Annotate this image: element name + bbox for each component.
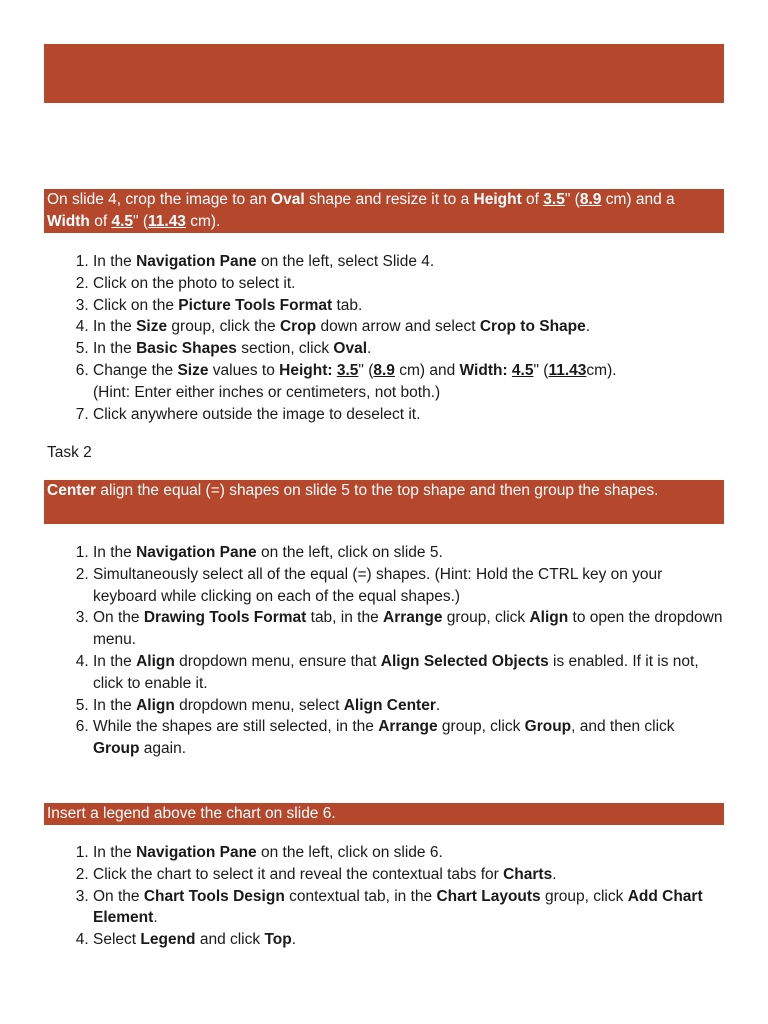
list-item: 3. On the Chart Tools Design contextual tab, in the Chart Layouts group, click Add Chart Element. xyxy=(93,886,724,930)
list-item: 5. In the Align dropdown menu, select Align Center. xyxy=(93,695,724,717)
task2-label: Task 2 xyxy=(47,444,92,461)
title-banner xyxy=(44,44,724,103)
task2-steps xyxy=(44,542,724,760)
list-item: 2. Click the chart to select it and reveal the contextual tabs for Charts. xyxy=(93,864,724,886)
list-item: 6. Change the Size values to Height: 3.5" (8.9 cm) and Width: 4.5" (11.43cm). (Hint: Enter either inches or centimeters, not both.) xyxy=(93,360,724,404)
list-item: 7. Click anywhere outside the image to deselect it. xyxy=(93,404,724,426)
list-item: 5. In the Basic Shapes section, click Oval. xyxy=(93,338,724,360)
list-item: 3. Click on the Picture Tools Format tab. xyxy=(93,295,724,317)
task2-banner: Center align the equal (=) shapes on slide 5 to the top shape and then group the shapes. xyxy=(44,480,724,524)
list-item: 2. Simultaneously select all of the equal (=) shapes. (Hint: Hold the CTRL key on your keyboard while clicking on each of the equal shapes.) xyxy=(93,564,724,608)
task1-banner: On slide 4, crop the image to an Oval shape and resize it to a Height of 3.5" (8.9 cm) and a Width of 4.5" (11.43 cm). xyxy=(44,189,724,233)
list-item: 2. Click on the photo to select it. xyxy=(93,273,724,295)
list-item: 4. Select Legend and click Top. xyxy=(93,929,724,951)
task1-steps xyxy=(44,251,724,425)
list-item: 3. On the Drawing Tools Format tab, in the Arrange group, click Align to open the dropdown menu. xyxy=(93,607,724,651)
task3-steps xyxy=(44,842,724,951)
task3-banner: Insert a legend above the chart on slide 6. xyxy=(44,803,724,825)
list-item: 4. In the Size group, click the Crop down arrow and select Crop to Shape. xyxy=(93,316,724,338)
list-item: 1. In the Navigation Pane on the left, click on slide 5. xyxy=(93,542,724,564)
list-item: 1. In the Navigation Pane on the left, click on slide 6. xyxy=(93,842,724,864)
list-item: 6. While the shapes are still selected, in the Arrange group, click Group, and then click Group again. xyxy=(93,716,724,760)
list-item: 4. In the Align dropdown menu, ensure that Align Selected Objects is enabled. If it is not, click to enable it. xyxy=(93,651,724,695)
list-item: 1. In the Navigation Pane on the left, select Slide 4. xyxy=(93,251,724,273)
